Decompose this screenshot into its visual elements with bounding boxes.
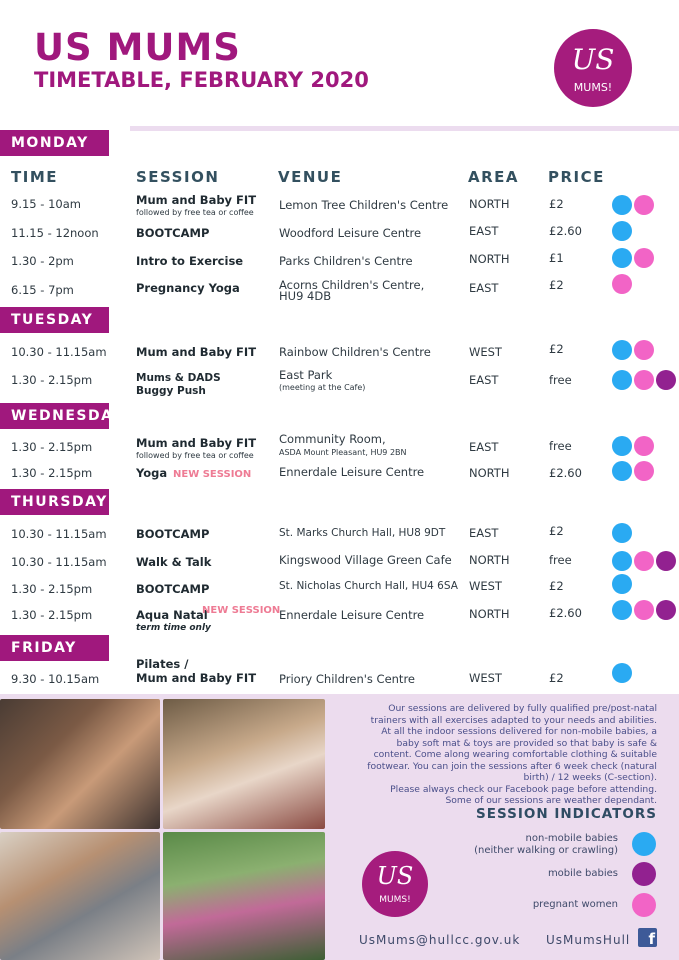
row-price: free [549,373,572,387]
legend-mobile-label: mobile babies [547,868,618,879]
info-line: footwear. You can join the sessions after 6 week check (natural [367,760,657,772]
row-session [136,372,221,397]
info-line: Some of our sessions are weather dependant. [445,795,657,806]
purple-indicator-dot [656,600,676,620]
logo-mark: US [571,43,615,76]
row-area: WEST [469,345,502,359]
row-area: EAST [469,281,499,295]
logo-text: MUMS! [379,895,411,905]
blue-indicator-dot [612,461,632,481]
photo-baby-on-mat [163,699,325,829]
row-area: NORTH [469,252,510,266]
row-venue [279,370,365,393]
photo-mum-exercising-with-baby [0,832,160,960]
row-venue: Woodford Leisure Centre [279,226,422,240]
row-indicators [612,523,632,543]
row-time: 10.30 - 11.15am [11,555,107,569]
row-venue: Lemon Tree Children's Centre [279,198,449,212]
col-header-time: TIME [11,168,58,186]
row-indicators [612,436,654,456]
row-time: 9.15 - 10am [11,197,81,211]
session-note: followed by free tea or coffee [136,208,254,217]
pink-indicator-dot [612,274,632,294]
session-name: Mums & DADS [136,372,221,384]
logo-text: MUMS! [573,81,613,94]
row-area: NORTH [469,466,510,480]
row-area: EAST [469,224,499,238]
row-price: £2 [549,342,564,356]
logo-mark: US [376,862,414,890]
info-text [335,703,657,807]
row-time: 1.30 - 2.15pm [11,373,93,387]
photo-buggy-walk [163,832,325,960]
row-indicators [612,600,676,620]
blue-indicator-dot [612,523,632,543]
row-venue: St. Nicholas Church Hall, HU4 6SA [279,580,458,592]
row-session [136,193,256,217]
legend-pink-dot [632,893,656,917]
day-friday: FRIDAY [0,635,109,661]
row-session: Walk & Talk [136,555,212,569]
session-note: Buggy Push [136,385,206,397]
venue-line-1: Community Room, [279,432,386,446]
row-indicators [612,370,676,390]
info-line: trainers with all exercises adapted to your needs and abilities. [370,714,657,726]
venue-line-2: ASDA Mount Pleasant, HU9 2BN [279,448,407,457]
info-line: Please always check our Facebook page before attending. [390,783,657,795]
row-area: WEST [469,671,502,685]
legend-non-mobile-line-2: (neither walking or crawling) [474,845,618,856]
col-header-session: SESSION [136,168,220,186]
row-time: 10.30 - 11.15am [11,345,107,359]
row-time: 10.30 - 11.15am [11,527,107,541]
row-indicators [612,574,632,594]
row-area: NORTH [469,553,510,567]
row-area: WEST [469,579,502,593]
row-area: NORTH [469,197,510,211]
blue-indicator-dot [612,195,632,215]
info-line: content. Come along wearing comfortable clothing & suitable [373,749,657,760]
pink-indicator-dot [634,340,654,360]
col-header-venue: VENUE [278,168,343,186]
row-time: 11.15 - 12noon [11,226,99,240]
row-venue: Parks Children's Centre [279,254,413,268]
row-price: £2 [549,278,564,292]
legend-non-mobile-label [474,833,618,857]
header-divider [130,126,679,131]
row-venue: Ennerdale Leisure Centre [279,465,425,479]
pink-indicator-dot [634,195,654,215]
row-indicators [612,551,676,571]
session-note: term time only [136,623,211,633]
row-time: 1.30 - 2.15pm [11,582,93,596]
venue-line-1: East Park [279,368,333,382]
legend-blue-dot [632,832,656,856]
row-session [136,436,256,460]
row-session [136,608,211,633]
blue-indicator-dot [612,663,632,683]
row-venue: St. Marks Church Hall, HU8 9DT [279,527,446,539]
row-session: Mum and Baby FIT [136,345,257,359]
us-mums-logo [554,29,632,107]
row-venue: Ennerdale Leisure Centre [279,608,425,622]
page-subtitle: TIMETABLE, FEBRUARY 2020 [34,68,369,92]
row-price: £2.60 [549,606,582,620]
blue-indicator-dot [612,340,632,360]
row-venue: Kingswood Village Green Cafe [279,553,452,567]
us-mums-logo-small [362,851,428,917]
row-session: Intro to Exercise [136,254,244,268]
row-area: EAST [469,526,499,540]
row-indicators [612,248,654,268]
facebook-icon[interactable]: f [638,928,657,947]
row-price: £2 [549,197,564,211]
row-time: 1.30 - 2pm [11,254,74,268]
row-session: BOOTCAMP [136,582,210,596]
new-session-tag: NEW SESSION [202,605,281,616]
col-header-area: AREA [468,168,520,186]
photo-mum-and-toddler [0,699,160,829]
row-time: 9.30 - 10.15am [11,672,100,686]
col-header-price: PRICE [548,168,605,186]
row-session: BOOTCAMP [136,226,210,240]
row-session: Pregnancy Yoga [136,281,240,295]
row-session: BOOTCAMP [136,527,210,541]
info-line: birth) / 12 weeks (C-section). [523,772,657,783]
legend-non-mobile-line-1: non-mobile babies [525,833,618,844]
row-area: EAST [469,440,499,454]
row-area: NORTH [469,607,510,621]
day-tuesday: TUESDAY [0,307,109,333]
info-line: baby soft mat & toys are provided so that baby is safe & [396,737,657,749]
pink-indicator-dot [634,600,654,620]
row-price: £2 [549,579,564,593]
venue-line-2: HU9 4DB [279,289,332,303]
row-price: £2.60 [549,224,582,238]
day-thursday: THURSDAY [0,489,109,515]
day-wednesday: WEDNESDAY [0,403,109,429]
row-time: 6.15 - 7pm [11,283,74,297]
row-indicators [612,221,632,241]
row-price: £2 [549,671,564,685]
row-venue: Priory Children's Centre [279,672,415,686]
row-price: £2.60 [549,466,582,480]
blue-indicator-dot [612,574,632,594]
session-name: Pilates / [136,657,189,671]
row-indicators [612,461,654,481]
session-name: Mum and Baby FIT [136,436,257,450]
row-venue: Rainbow Children's Centre [279,345,431,359]
pink-indicator-dot [634,248,654,268]
facebook-handle[interactable]: UsMumsHull [546,933,631,947]
row-price: £1 [549,251,564,265]
blue-indicator-dot [612,436,632,456]
venue-line-2: (meeting at the Cafe) [279,383,366,392]
session-note: followed by free tea or coffee [136,451,254,460]
row-indicators [612,274,632,294]
session-indicators-title: SESSION INDICATORS [476,806,657,822]
session-name: Aqua Natal [136,608,208,622]
blue-indicator-dot [612,600,632,620]
venue-line-1: Acorns Children's Centre, [279,278,425,292]
row-indicators [612,340,654,360]
row-price: free [549,439,572,453]
legend-pregnant-label: pregnant women [532,899,618,910]
blue-indicator-dot [612,221,632,241]
row-time: 1.30 - 2.15pm [11,440,93,454]
purple-indicator-dot [656,551,676,571]
pink-indicator-dot [634,551,654,571]
row-venue [279,280,424,302]
pink-indicator-dot [634,436,654,456]
purple-indicator-dot [656,370,676,390]
row-indicators [612,195,654,215]
session-name-2: Mum and Baby FIT [136,671,257,685]
row-venue [279,433,407,459]
day-monday: MONDAY [0,130,109,156]
row-price: free [549,553,572,567]
row-indicators [612,663,632,683]
new-session-tag: NEW SESSION [173,469,252,480]
row-time: 1.30 - 2.15pm [11,466,93,480]
page-title: US MUMS [34,26,241,69]
session-name: Mum and Baby FIT [136,193,257,207]
blue-indicator-dot [612,551,632,571]
pink-indicator-dot [634,461,654,481]
blue-indicator-dot [612,370,632,390]
info-line: Our sessions are delivered by fully qualified pre/post-natal [388,703,657,714]
row-area: EAST [469,373,499,387]
contact-email[interactable]: UsMums@hullcc.gov.uk [359,933,521,947]
row-time: 1.30 - 2.15pm [11,608,93,622]
info-line: At all the indoor sessions delivered for non-mobile babies, a [381,726,657,737]
row-session: Yoga [136,466,168,480]
blue-indicator-dot [612,248,632,268]
row-price: £2 [549,524,564,538]
row-session [136,657,256,685]
pink-indicator-dot [634,370,654,390]
legend-purple-dot [632,862,656,886]
